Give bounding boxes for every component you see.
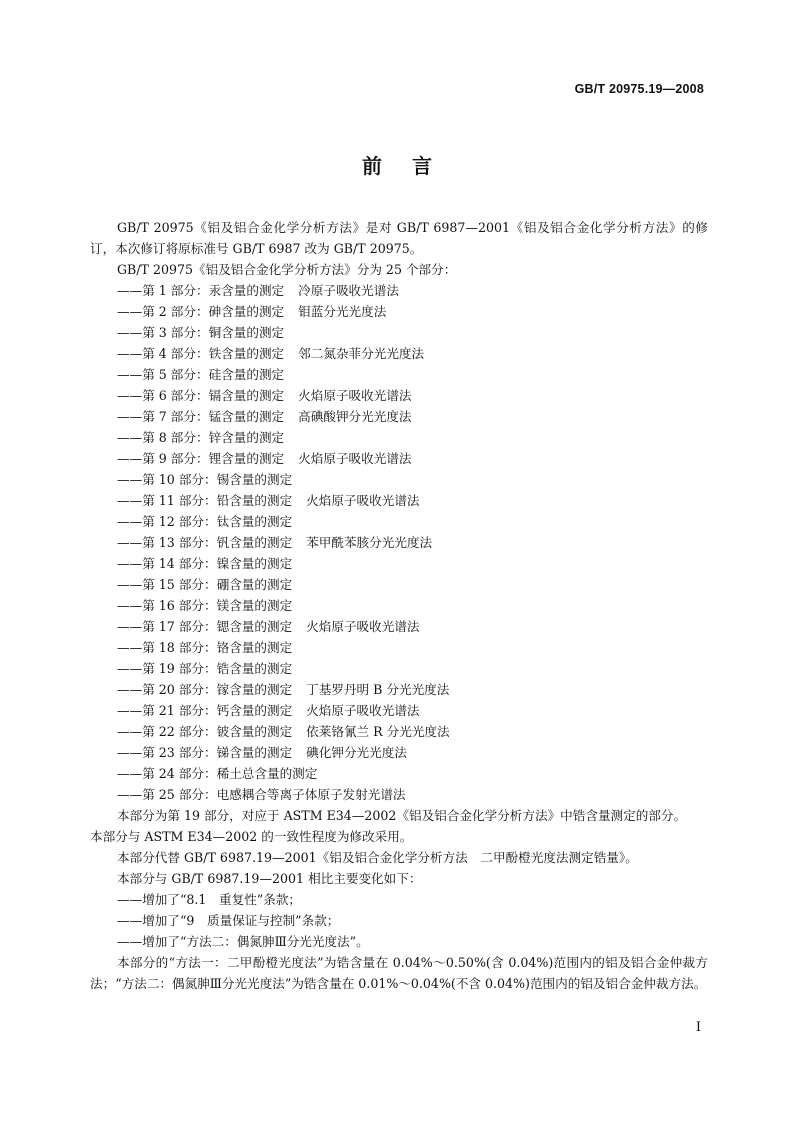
part-method: 火焰原子吸收光谱法: [306, 703, 420, 718]
part-label: ——第 24 部分：稀土总含量的测定: [117, 766, 318, 781]
list-item: [90, 406, 708, 427]
part-method: 冷原子吸收光谱法: [298, 283, 399, 298]
part-method: 火焰原子吸收光谱法: [298, 388, 412, 403]
list-item: [90, 448, 708, 469]
part-label: ——第 16 部分：镁含量的测定: [117, 598, 293, 613]
part-label: ——第 1 部分：汞含量的测定: [117, 283, 285, 298]
standard-number: GB/T 20975.19—2008: [574, 82, 704, 96]
list-item: [90, 595, 708, 616]
part-label: ——第 2 部分：砷含量的测定: [117, 304, 285, 319]
part-label: ——第 4 部分：铁含量的测定: [117, 346, 285, 361]
list-item: [90, 511, 708, 532]
paragraph-revision: GB/T 20975《铝及铝合金化学分析方法》是对 GB/T 6987—2001《铝及铝合金化学分析方法》的修订，本次修订将原标准号 GB/T 6987 改为 GB/T 20975。: [90, 220, 708, 256]
part-method: 碘化钾分光光度法: [306, 745, 407, 760]
part-label: ——第 8 部分：锌含量的测定: [117, 430, 285, 445]
list-item: [90, 322, 708, 343]
part-label: ——第 20 部分：镓含量的测定: [117, 682, 293, 697]
list-item: [90, 616, 708, 637]
part-method: 钼蓝分光光度法: [298, 304, 387, 319]
part-label: ——第 13 部分：钒含量的测定: [117, 535, 293, 550]
list-item: [90, 658, 708, 679]
part-method: 邻二氮杂菲分光光度法: [298, 346, 425, 361]
paragraph-consistency: 本部分与 ASTM E34—2002 的一致性程度为修改采用。: [90, 829, 413, 844]
paragraph-arbitration: 本部分的“方法一：二甲酚橙光度法”为锆含量在 0.04%～0.50%(含 0.04%)范围内的铝及铝合金仲裁方法；“方法二：偶氮胂Ⅲ分光光度法”为锆含量在 0.01%～0.04%(不含 0.04%)范围内的铝及铝合金仲裁方法。: [90, 955, 708, 991]
part-label: ——第 9 部分：锂含量的测定: [117, 451, 285, 466]
list-item: [90, 574, 708, 595]
list-item: [90, 532, 708, 553]
list-item: [90, 343, 708, 364]
list-item: [90, 553, 708, 574]
part-label: ——第 21 部分：钙含量的测定: [117, 703, 293, 718]
paragraph-parts-intro: GB/T 20975《铝及铝合金化学分析方法》分为 25 个部分：: [117, 262, 457, 277]
list-item: [90, 301, 708, 322]
part-label: ——第 23 部分：锑含量的测定: [117, 745, 293, 760]
part-label: ——第 14 部分：镍含量的测定: [117, 556, 293, 571]
part-label: ——第 5 部分：硅含量的测定: [117, 367, 285, 382]
list-item: [90, 427, 708, 448]
list-item: [90, 742, 708, 763]
paragraph-correspondence: 本部分为第 19 部分，对应于 ASTM E34—2002《铝及铝合金化学分析方法》中锆含量测定的部分。: [117, 808, 687, 823]
part-method: 苯甲酰苯胲分光光度法: [306, 535, 433, 550]
part-label: ——第 18 部分：铬含量的测定: [117, 640, 293, 655]
part-label: ——第 11 部分：铅含量的测定: [117, 493, 293, 508]
part-method: 火焰原子吸收光谱法: [306, 619, 420, 634]
changes-list: [90, 889, 708, 952]
list-item: [90, 679, 708, 700]
part-label: ——第 6 部分：镉含量的测定: [117, 388, 285, 403]
list-item: [90, 490, 708, 511]
page-number: I: [695, 1020, 701, 1035]
part-label: ——第 22 部分：铍含量的测定: [117, 724, 293, 739]
list-item: ——增加了“9 质量保证与控制”条款；: [117, 913, 340, 928]
parts-list: [90, 280, 708, 805]
list-item: [90, 469, 708, 490]
part-method: 依莱铬氰兰 R 分光光度法: [306, 724, 450, 739]
part-label: ——第 10 部分：锡含量的测定: [117, 472, 293, 487]
foreword-body: [90, 217, 708, 994]
list-item: [90, 721, 708, 742]
part-method: 火焰原子吸收光谱法: [306, 493, 420, 508]
part-label: ——第 25 部分：电感耦合等离子体原子发射光谱法: [117, 787, 406, 802]
part-method: 丁基罗丹明 B 分光光度法: [306, 682, 450, 697]
page-title: 前言: [362, 154, 462, 178]
part-label: ——第 3 部分：铜含量的测定: [117, 325, 285, 340]
list-item: [90, 763, 708, 784]
list-item: ——增加了“8.1 重复性”条款；: [117, 892, 302, 907]
part-label: ——第 7 部分：锰含量的测定: [117, 409, 285, 424]
list-item: [90, 364, 708, 385]
part-method: 高碘酸钾分光光度法: [298, 409, 412, 424]
part-label: ——第 19 部分：锆含量的测定: [117, 661, 293, 676]
paragraph-changes-intro: 本部分与 GB/T 6987.19—2001 相比主要变化如下：: [117, 871, 422, 886]
paragraph-replaces: 本部分代替 GB/T 6987.19—2001《铝及铝合金化学分析方法 二甲酚橙光度法测定锆量》。: [117, 850, 638, 865]
part-label: ——第 12 部分：钛含量的测定: [117, 514, 293, 529]
list-item: ——增加了“方法二：偶氮胂Ⅲ分光光度法”。: [117, 934, 369, 949]
list-item: [90, 637, 708, 658]
list-item: [90, 385, 708, 406]
list-item: [90, 700, 708, 721]
part-label: ——第 17 部分：锶含量的测定: [117, 619, 293, 634]
list-item: [90, 784, 708, 805]
list-item: [90, 280, 708, 301]
part-label: ——第 15 部分：硼含量的测定: [117, 577, 293, 592]
part-method: 火焰原子吸收光谱法: [298, 451, 412, 466]
